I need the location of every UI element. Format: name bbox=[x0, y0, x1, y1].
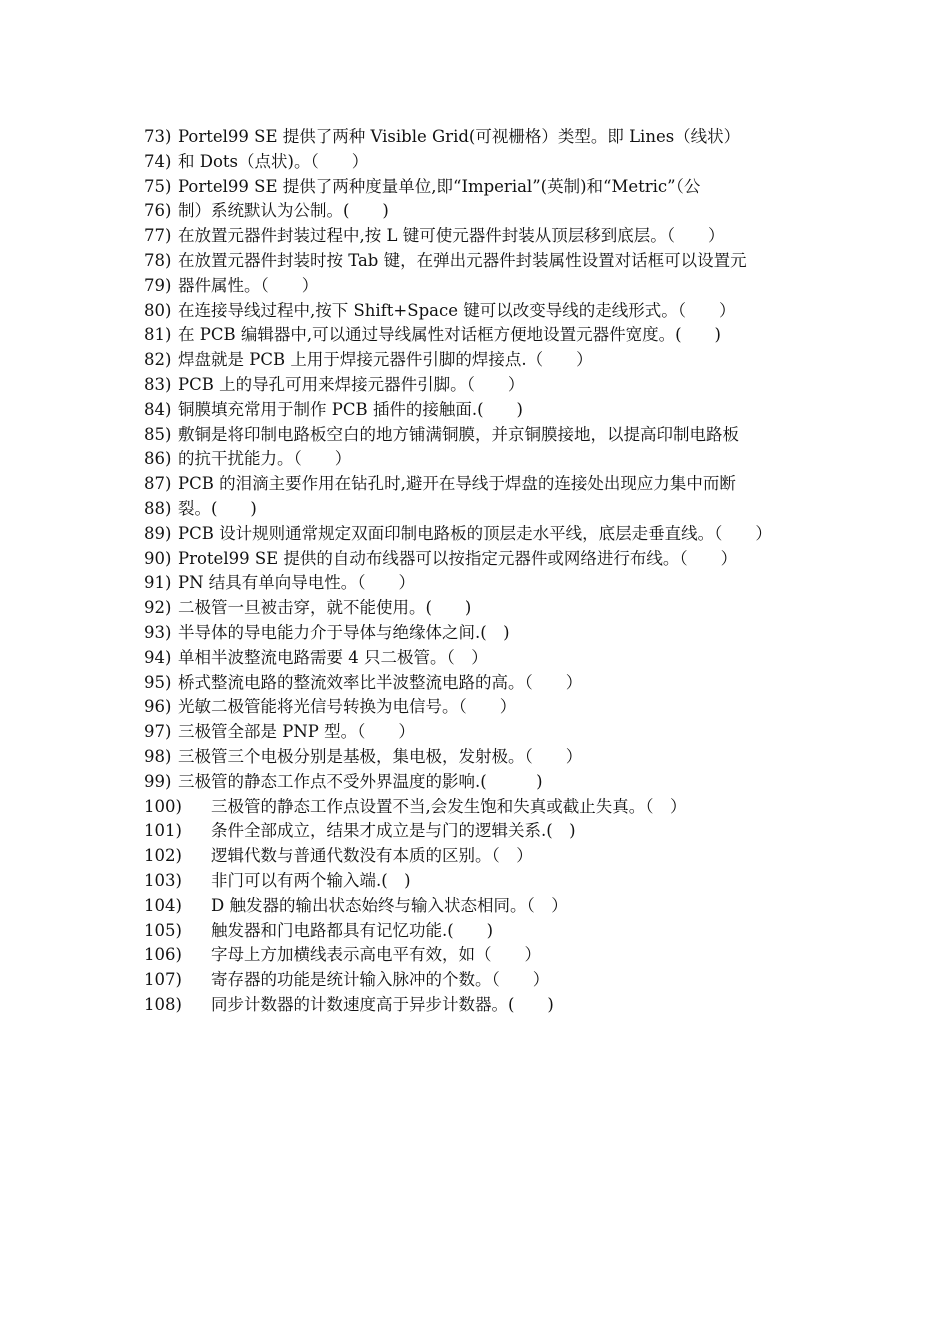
list-item bbox=[144, 646, 812, 671]
item-number: 104) bbox=[144, 895, 182, 915]
list-item bbox=[144, 224, 812, 249]
item-number: 96) bbox=[144, 697, 172, 717]
item-number: 103) bbox=[144, 870, 182, 890]
item-text: 光敏二极管能将光信号转换为电信号。（ ） bbox=[178, 697, 517, 717]
list-item bbox=[144, 596, 812, 621]
item-text: 逻辑代数与普通代数没有本质的区别。（ ） bbox=[211, 846, 533, 866]
list-item bbox=[144, 472, 812, 497]
item-number: 83) bbox=[144, 374, 172, 394]
list-item bbox=[144, 671, 812, 696]
item-text: 在连接导线过程中,按下 Shift+Space 键可以改变导线的走线形式。（ ） bbox=[178, 300, 736, 320]
item-number: 87) bbox=[144, 474, 172, 494]
item-text: 二极管一旦被击穿，就不能使用。( ) bbox=[178, 598, 472, 618]
list-item bbox=[144, 770, 812, 795]
item-text: 器件属性。（ ） bbox=[178, 275, 319, 295]
item-text: 敷铜是将印制电路板空白的地方铺满铜膜，并京铜膜接地，以提高印制电路板 bbox=[178, 424, 739, 444]
list-item bbox=[144, 745, 812, 770]
list-item bbox=[144, 274, 812, 299]
list-item bbox=[144, 819, 812, 844]
item-number: 89) bbox=[144, 523, 172, 543]
item-number: 102) bbox=[144, 846, 182, 866]
item-text: 字母上方加横线表示高电平有效，如（ ） bbox=[211, 945, 541, 965]
item-number: 81) bbox=[144, 325, 172, 345]
item-text: D 触发器的输出状态始终与输入状态相同。（ ） bbox=[211, 895, 568, 915]
question-list bbox=[144, 125, 812, 1018]
list-item bbox=[144, 323, 812, 348]
item-text: 非门可以有两个输入端.( ) bbox=[211, 870, 411, 890]
item-number: 80) bbox=[144, 300, 172, 320]
item-number: 97) bbox=[144, 722, 172, 742]
list-item bbox=[144, 968, 812, 993]
list-item bbox=[144, 695, 812, 720]
list-item bbox=[144, 199, 812, 224]
item-number: 88) bbox=[144, 498, 172, 518]
item-text: 桥式整流电路的整流效率比半波整流电路的高。（ ） bbox=[178, 672, 583, 692]
item-number: 77) bbox=[144, 226, 172, 246]
list-item bbox=[144, 943, 812, 968]
item-text: 同步计数器的计数速度高于异步计数器。( ) bbox=[211, 994, 554, 1014]
item-text: 铜膜填充常用于制作 PCB 插件的接触面.( ) bbox=[178, 399, 523, 419]
item-number: 79) bbox=[144, 275, 172, 295]
item-text: PCB 的泪滴主要作用在钻孔时,避开在导线于焊盘的连接处出现应力集中而断 bbox=[178, 474, 736, 494]
item-text: 在 PCB 编辑器中,可以通过导线属性对话框方便地设置元器件宽度。( ) bbox=[178, 325, 721, 345]
item-number: 98) bbox=[144, 746, 172, 766]
item-number: 106) bbox=[144, 945, 182, 965]
item-text: 条件全部成立，结果才成立是与门的逻辑关系.( ) bbox=[211, 821, 576, 841]
item-number: 108) bbox=[144, 994, 182, 1014]
item-text: 三极管的静态工作点不受外界温度的影响.( ) bbox=[178, 771, 543, 791]
item-text: Protel99 SE 提供的自动布线器可以按指定元器件或网络进行布线。（ ） bbox=[178, 548, 738, 568]
item-text: 在放置元器件封装过程中,按 L 键可使元器件封装从顶层移到底层。（ ） bbox=[178, 226, 725, 246]
item-text: Portel99 SE 提供了两种 Visible Grid(可视栅格）类型。即 Lines（线状） bbox=[178, 127, 741, 146]
item-text: 的抗干扰能力。（ ） bbox=[178, 449, 352, 469]
item-number: 100) bbox=[144, 796, 182, 816]
item-number: 90) bbox=[144, 548, 172, 568]
item-text: 制）系统默认为公制。( ) bbox=[178, 201, 389, 221]
list-item bbox=[144, 348, 812, 373]
list-item bbox=[144, 299, 812, 324]
item-text: 和 Dots（点状)。（ ） bbox=[178, 151, 369, 171]
list-item bbox=[144, 844, 812, 869]
list-item bbox=[144, 571, 812, 596]
item-text: 单相半波整流电路需要 4 只二极管。（ ） bbox=[178, 647, 488, 667]
item-number: 73) bbox=[144, 127, 172, 146]
list-item bbox=[144, 522, 812, 547]
item-text: PN 结具有单向导电性。（ ） bbox=[178, 573, 416, 593]
item-text: 触发器和门电路都具有记忆功能.( ) bbox=[211, 920, 494, 940]
item-number: 95) bbox=[144, 672, 172, 692]
item-number: 74) bbox=[144, 151, 172, 171]
item-number: 94) bbox=[144, 647, 172, 667]
list-item bbox=[144, 373, 812, 398]
item-text: 寄存器的功能是统计输入脉冲的个数。（ ） bbox=[211, 970, 550, 990]
item-text: 半导体的导电能力介于导体与绝缘体之间.( ) bbox=[178, 622, 510, 642]
item-text: 焊盘就是 PCB 上用于焊接元器件引脚的焊接点.（ ） bbox=[178, 350, 593, 370]
list-item bbox=[144, 497, 812, 522]
item-number: 93) bbox=[144, 622, 172, 642]
item-text: 三极管全部是 PNP 型。（ ） bbox=[178, 722, 415, 742]
list-item bbox=[144, 249, 812, 274]
item-text: 裂。( ) bbox=[178, 498, 257, 518]
list-item bbox=[144, 919, 812, 944]
list-item bbox=[144, 547, 812, 572]
item-text: PCB 设计规则通常规定双面印制电路板的顶层走水平线，底层走垂直线。（ ） bbox=[178, 523, 772, 543]
list-item bbox=[144, 869, 812, 894]
item-number: 107) bbox=[144, 970, 182, 990]
item-text: 三极管的静态工作点设置不当,会发生饱和失真或截止失真。（ ） bbox=[211, 796, 687, 816]
list-item bbox=[144, 175, 812, 200]
item-text: Portel99 SE 提供了两种度量单位,即“Imperial”(英制)和“Metric”（公 bbox=[178, 176, 701, 196]
list-item bbox=[144, 423, 812, 448]
list-item bbox=[144, 894, 812, 919]
item-number: 105) bbox=[144, 920, 182, 940]
list-item bbox=[144, 150, 812, 175]
item-number: 101) bbox=[144, 821, 182, 841]
list-item bbox=[144, 398, 812, 423]
item-number: 99) bbox=[144, 771, 172, 791]
list-item bbox=[144, 621, 812, 646]
item-number: 82) bbox=[144, 350, 172, 370]
item-number: 78) bbox=[144, 250, 172, 270]
item-number: 91) bbox=[144, 573, 172, 593]
item-number: 86) bbox=[144, 449, 172, 469]
item-number: 84) bbox=[144, 399, 172, 419]
item-number: 85) bbox=[144, 424, 172, 444]
list-item bbox=[144, 447, 812, 472]
item-text: 在放置元器件封装时按 Tab 键，在弹出元器件封装属性设置对话框可以设置元 bbox=[178, 250, 747, 270]
list-item bbox=[144, 993, 812, 1018]
item-number: 75) bbox=[144, 176, 172, 196]
list-item bbox=[144, 720, 812, 745]
item-number: 92) bbox=[144, 598, 172, 618]
item-number: 76) bbox=[144, 201, 172, 221]
list-item bbox=[144, 795, 812, 820]
list-item bbox=[144, 125, 812, 150]
item-text: 三极管三个电极分别是基极，集电极，发射极。（ ） bbox=[178, 746, 583, 766]
item-text: PCB 上的导孔可用来焊接元器件引脚。（ ） bbox=[178, 374, 525, 394]
